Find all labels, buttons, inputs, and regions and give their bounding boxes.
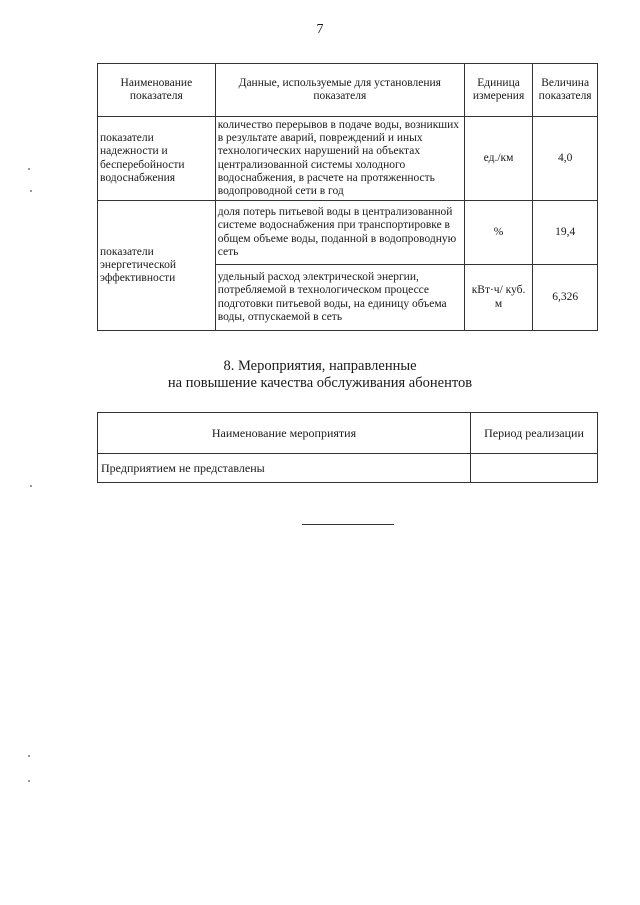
header-value: Величина показателя [533, 64, 598, 117]
indicator-data: количество перерывов в подаче воды, возникших в результате аварий, повреждений и иных технологических нарушений на объектах централизованной системы холодного водоснабжения, в расчете на протяженность водопроводной сети в год [215, 117, 464, 201]
indicator-unit: ед./км [464, 117, 532, 201]
scan-speck [28, 168, 30, 170]
measures-table [97, 412, 598, 483]
table-row [98, 117, 598, 201]
indicator-data: удельный расход электрической энергии, потребляемой в технологическом процессе подготовки питьевой воды, на единицу объема воды, отпускаемой в сеть [215, 265, 464, 331]
header-period: Период реализации [471, 413, 598, 454]
measure-name: Предприятием не представлены [98, 454, 471, 483]
indicators-table [97, 63, 598, 331]
scan-speck [30, 485, 32, 487]
header-unit: Единица измерения [464, 64, 532, 117]
header-source-data: Данные, используемые для установления показателя [215, 64, 464, 117]
scan-speck [28, 780, 30, 782]
indicator-unit: % [464, 201, 532, 265]
indicator-group-name: показатели надежности и бесперебойности водоснабжения [98, 117, 216, 201]
scan-speck [30, 190, 32, 192]
indicator-value: 6,326 [533, 265, 598, 331]
indicator-value: 4,0 [533, 117, 598, 201]
section-title-line1: 8. Мероприятия, направленные [223, 358, 417, 374]
page-number: 7 [316, 22, 324, 37]
section-title-line2: на повышение качества обслуживания абонентов [167, 375, 473, 391]
table-header-row [98, 413, 598, 454]
indicator-unit: кВт·ч/ куб. м [464, 265, 532, 331]
indicator-value: 19,4 [533, 201, 598, 265]
closing-rule [302, 524, 394, 525]
table-row [98, 201, 598, 265]
section-title [0, 358, 640, 392]
indicator-group-name: показатели энергетической эффективности [98, 201, 216, 331]
indicator-data: доля потерь питьевой воды в централизованной системе водоснабжения при транспортировке в общем объеме воды, поданной в водопроводную сеть [215, 201, 464, 265]
scan-speck [28, 755, 30, 757]
header-measure-name: Наименование мероприятия [98, 413, 471, 454]
table-header-row [98, 64, 598, 117]
measure-period [471, 454, 598, 483]
header-indicator-name: Наименование показателя [98, 64, 216, 117]
table-row [98, 454, 598, 483]
